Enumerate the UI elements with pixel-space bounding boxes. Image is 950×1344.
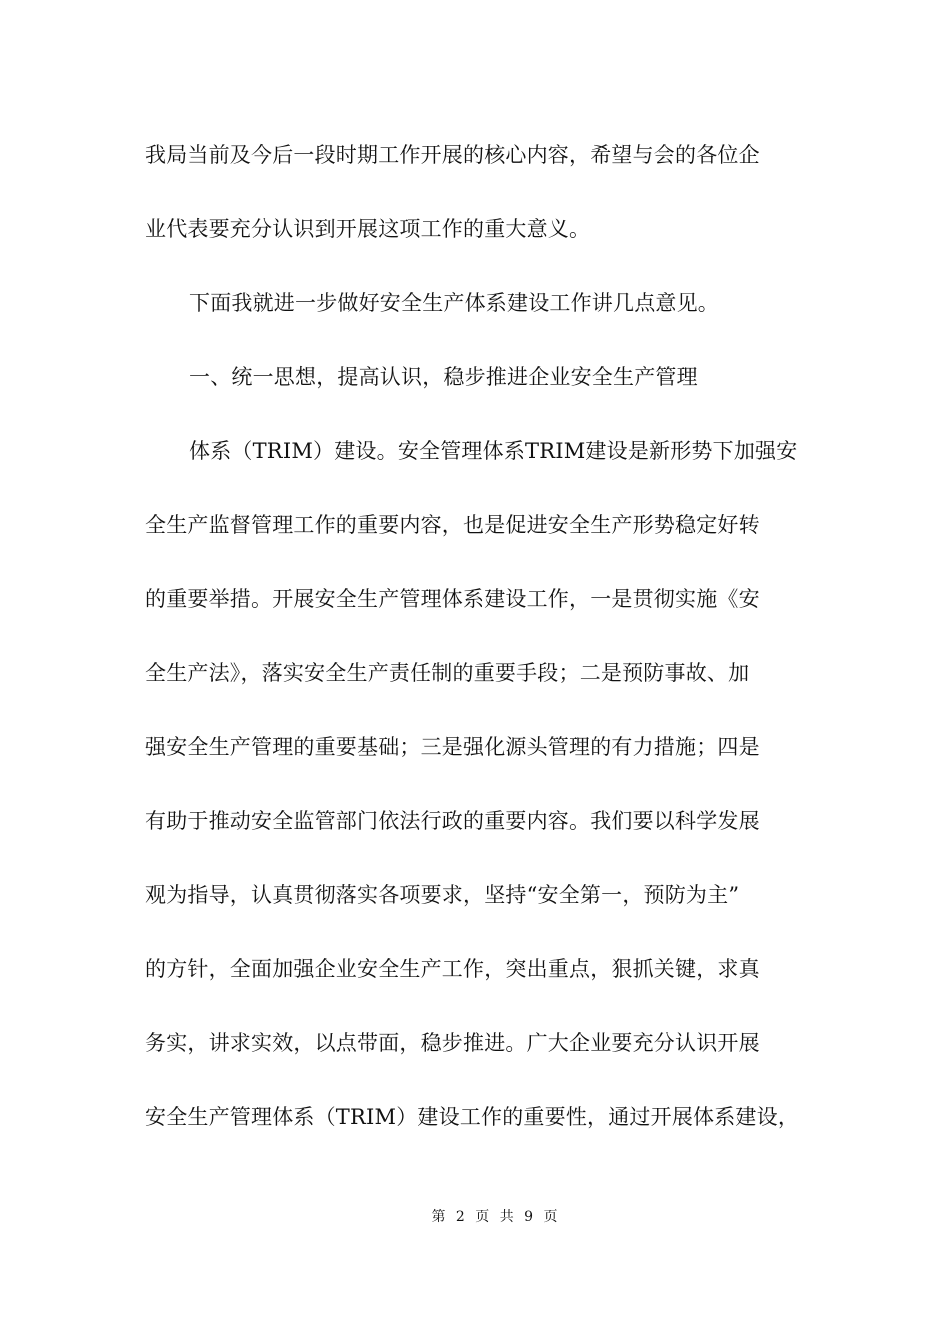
footer-total-pages: 9: [524, 1209, 535, 1225]
footer-ye: 页: [475, 1209, 491, 1225]
text-line: 务实，讲求实效，以点带面，稳步推进。广大企业要充分认识开展: [145, 1031, 760, 1055]
footer-di: 第: [431, 1209, 447, 1225]
text-line: 的重要举措。开展安全生产管理体系建设工作，一是贯彻实施《安: [145, 587, 760, 611]
page-footer: [0, 1206, 950, 1226]
text-line: 强安全生产管理的重要基础；三是强化源头管理的有力措施；四是: [145, 735, 760, 759]
text-line: 体系（TRIM）建设。安全管理体系TRIM建设是新形势下加强安: [189, 439, 798, 463]
text-line: 全生产监督管理工作的重要内容，也是促进安全生产形势稳定好转: [145, 513, 760, 537]
text-line: 安全生产管理体系（TRIM）建设工作的重要性，通过开展体系建设，: [145, 1105, 800, 1129]
footer-page-number: 2: [455, 1209, 466, 1225]
text-line: 的方针，全面加强企业安全生产工作，突出重点，狠抓关键，求真: [145, 957, 760, 981]
text-line: 下面我就进一步做好安全生产体系建设工作讲几点意见。: [189, 291, 719, 315]
text-line: 全生产法》，落实安全生产责任制的重要手段；二是预防事故、加: [145, 661, 750, 685]
text-line: 我局当前及今后一段时期工作开展的核心内容，希望与会的各位企: [145, 143, 760, 167]
footer-ye: 页: [543, 1209, 559, 1225]
section-heading: 一、统一思想，提高认识，稳步推进企业安全生产管理: [189, 365, 698, 389]
footer-gong: 共: [499, 1209, 515, 1225]
text-line: 业代表要充分认识到开展这项工作的重大意义。: [145, 217, 591, 241]
text-line: 观为指导，认真贯彻落实各项要求，坚持“安全第一，预防为主”: [145, 883, 740, 907]
body-text: [145, 132, 825, 1168]
text-line: 有助于推动安全监管部门依法行政的重要内容。我们要以科学发展: [145, 809, 760, 833]
